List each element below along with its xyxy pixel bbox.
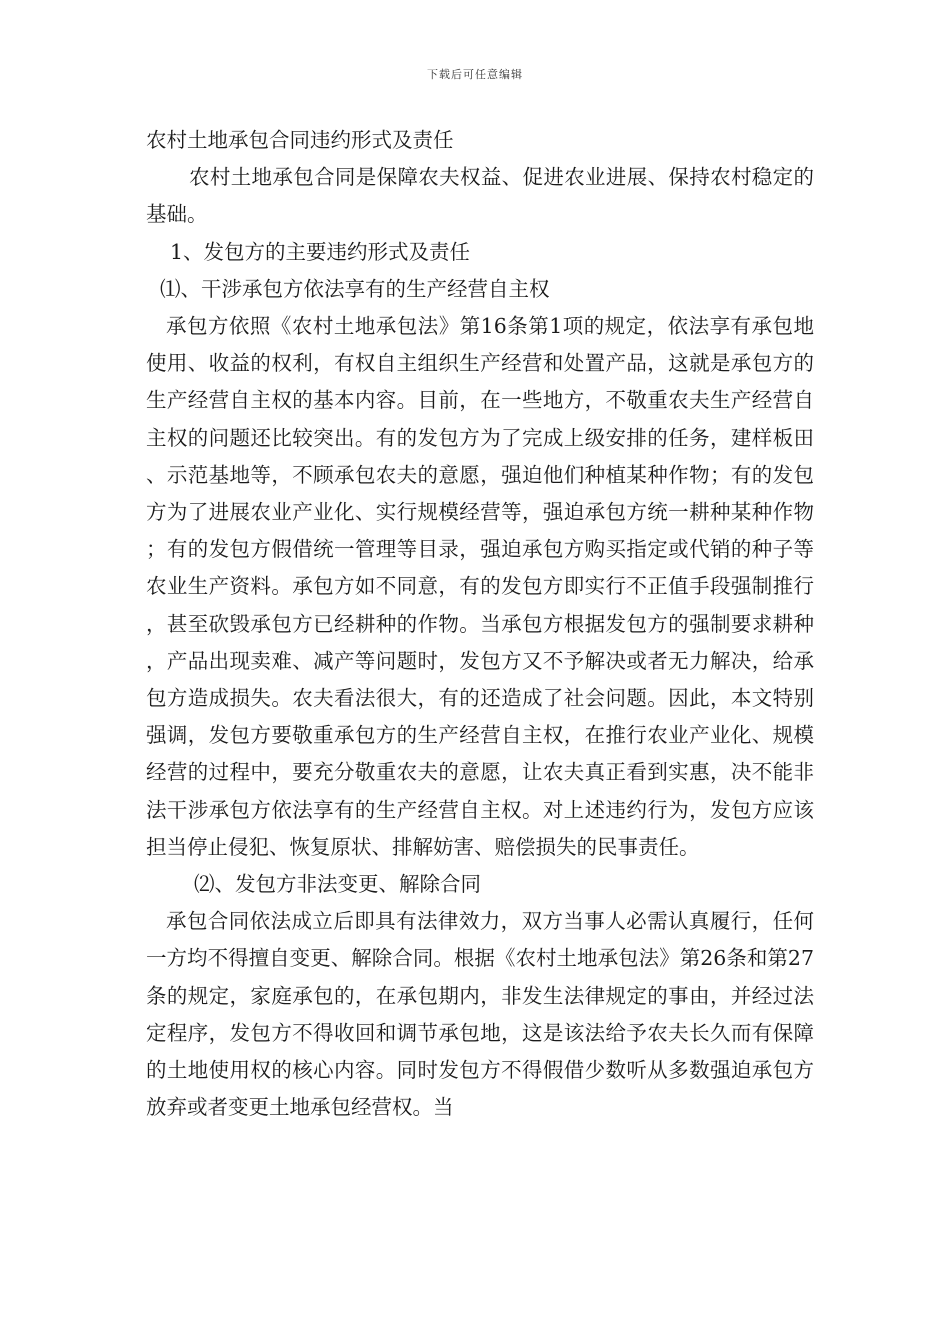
page-header-note: 下载后可任意编辑 bbox=[427, 68, 523, 81]
section-heading: 1、发包方的主要违约形式及责任 bbox=[170, 239, 471, 264]
body-paragraph: 承包合同依法成立后即具有法律效力，双方当事人必需认真履行，任何一方均不得擅自变更、解除合同。根据《农村土地承包法》第26条和第27条的规定，家庭承包的，在承包期内，非发生法律规定的事由，并经过法定程序，发包方不得收回和调节承包地，这是该法给予农夫长久而有保障的土地使用权的核心内容。同时发包方不得假借少数听从多数强迫承包方放弃或者变更土地承包经营权。当 bbox=[146, 909, 814, 1120]
document-title: 农村土地承包合同违约形式及责任 bbox=[146, 128, 454, 152]
subsection-heading: ⑵、发包方非法变更、解除合同 bbox=[194, 872, 481, 897]
document-body bbox=[146, 122, 814, 1126]
body-paragraph: 承包方依照《农村土地承包法》第16条第1项的规定，依法享有承包地使用、收益的权利，有权自主组织生产经营和处置产品，这就是承包方的生产经营自主权的基本内容。目前，在一些地方，不敬重农夫生产经营自主权的问题还比较突出。有的发包方为了完成上级安排的任务，建样板田、示范基地等，不顾承包农夫的意愿，强迫他们种植某种作物；有的发包方为了进展农业产业化、实行规模经营等，强迫承包方统一耕种某种作物；有的发包方假借统一管理等目录，强迫承包方购买指定或代销的种子等农业生产资料。承包方如不同意，有的发包方即实行不正值手段强制推行，甚至砍毁承包方已经耕种的作物。当承包方根据发包方的强制要求耕种，产品出现卖难、减产等问题时，发包方又不予解决或者无力解决，给承包方造成损失。农夫看法很大，有的还造成了社会问题。因此，本文特别强调，发包方要敬重承包方的生产经营自主权，在推行农业产业化、规模经营的过程中，要充分敬重农夫的意愿，让农夫真正看到实惠，决不能非法干涉承包方依法享有的生产经营自主权。对上述违约行为，发包方应该担当停止侵犯、恢复原状、排解妨害、赔偿损失的民事责任。 bbox=[146, 314, 814, 859]
intro-paragraph: 农村土地承包合同是保障农夫权益、促进农业进展、保持农村稳定的基础。 bbox=[146, 165, 814, 227]
subsection-heading: ⑴、干涉承包方依法享有的生产经营自主权 bbox=[160, 276, 550, 301]
